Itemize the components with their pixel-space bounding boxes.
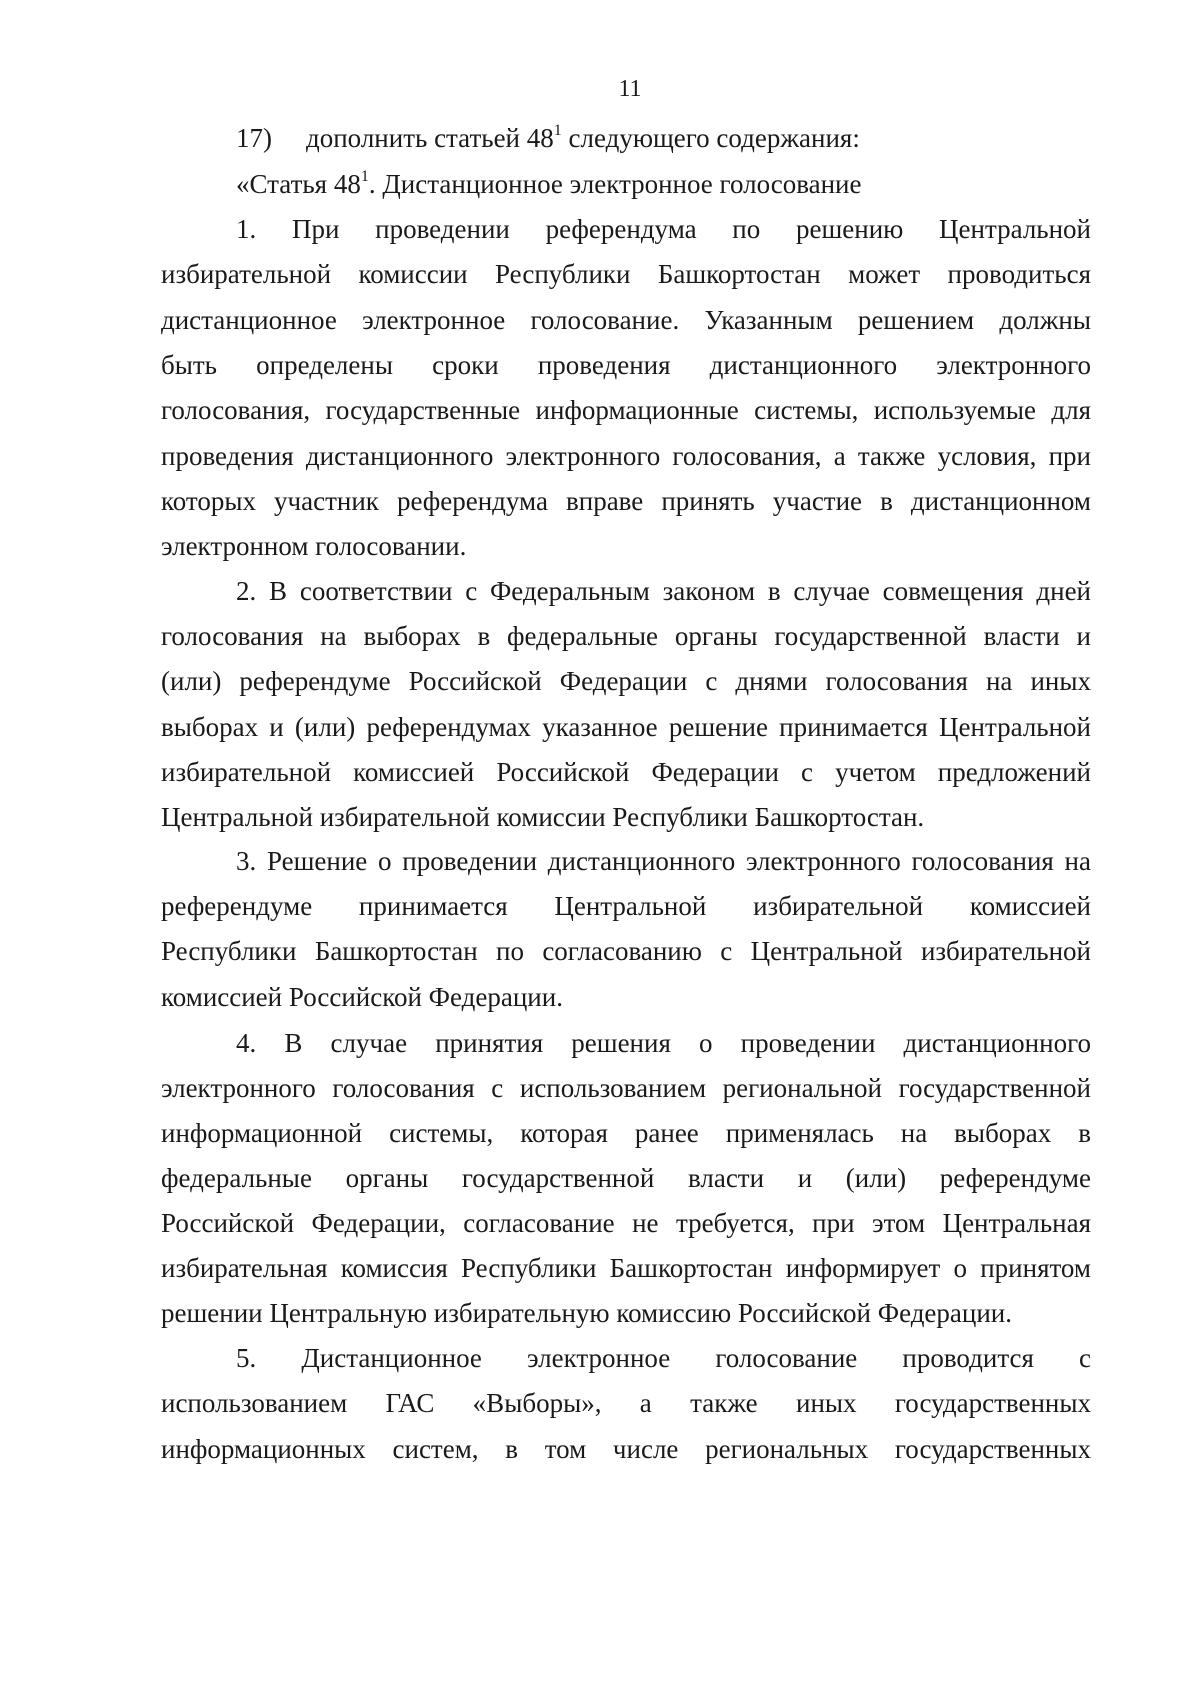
item-17-superscript: 1 (553, 122, 562, 139)
item-17-line (236, 122, 1091, 154)
paragraph-4-line: федеральные органы государственной власти и (или) референдуме (161, 1163, 1091, 1193)
paragraph-1-line: избирательной комиссии Республики Башкортостан может проводиться (161, 259, 1091, 289)
page-number: 11 (618, 76, 642, 102)
paragraph-5-line: 5. Дистанционное электронное голосование проводится с (236, 1343, 1091, 1373)
paragraph-2-line: 2. В соответствии с Федеральным законом в случае совмещения дней (236, 576, 1091, 606)
paragraph-2-line: выборах и (или) референдумах указанное решение принимается Центральной (161, 712, 1091, 742)
paragraph-1-line: которых участник референдума вправе принять участие в дистанционном (161, 486, 1091, 516)
article-title (236, 168, 1091, 200)
paragraph-4-line: 4. В случае принятия решения о проведении дистанционного (236, 1028, 1091, 1058)
paragraph-4-line: электронного голосования с использованием региональной государственной (161, 1073, 1091, 1103)
paragraph-2-line: (или) референдуме Российской Федерации с днями голосования на иных (161, 666, 1091, 696)
item-17-text-before: дополнить статьей 48 (306, 123, 554, 153)
paragraph-1-line: голосования, государственные информационные системы, используемые для (161, 395, 1091, 425)
item-17-text-after: следующего содержания: (561, 123, 860, 153)
paragraph-5-line: информационных систем, в том числе региональных государственных (161, 1434, 1091, 1464)
paragraph-3-line: референдуме принимается Центральной избирательной комиссией (161, 891, 1091, 921)
article-title-after: . Дистанционное электронное голосование (368, 169, 862, 199)
item-17-number: 17) (236, 123, 272, 153)
paragraph-4-line: информационной системы, которая ранее применялась на выборах в (161, 1118, 1091, 1148)
paragraph-3-line: Республики Башкортостан по согласованию с Центральной избирательной (161, 936, 1091, 966)
paragraph-1-line: быть определены сроки проведения дистанционного электронного (161, 350, 1091, 380)
paragraph-1-line: электронном голосовании. (161, 531, 467, 561)
paragraph-4-line: избирательная комиссия Республики Башкортостан информирует о принятом (161, 1253, 1091, 1283)
paragraph-2-line: голосования на выборах в федеральные органы государственной власти и (161, 621, 1091, 651)
paragraph-2-line: избирательной комиссией Российской Федерации с учетом предложений (161, 757, 1091, 787)
paragraph-1-line: дистанционное электронное голосование. Указанным решением должны (161, 305, 1091, 335)
paragraph-3-line: комиссией Российской Федерации. (161, 982, 563, 1012)
paragraph-4-line: решении Центральную избирательную комиссию Российской Федерации. (161, 1298, 1013, 1328)
paragraph-1-line: 1. При проведении референдума по решению Центральной (236, 214, 1091, 244)
article-title-superscript: 1 (360, 168, 369, 185)
paragraph-4-line: Российской Федерации, согласование не требуется, при этом Центральная (161, 1208, 1091, 1238)
paragraph-1-line: проведения дистанционного электронного голосования, а также условия, при (161, 441, 1091, 471)
paragraph-2-line: Центральной избирательной комиссии Республики Башкортостан. (161, 802, 925, 832)
paragraph-5-line: использованием ГАС «Выборы», а также иных государственных (161, 1388, 1091, 1418)
article-title-before: «Статья 48 (236, 169, 361, 199)
paragraph-3-line: 3. Решение о проведении дистанционного электронного голосования на (236, 846, 1091, 876)
